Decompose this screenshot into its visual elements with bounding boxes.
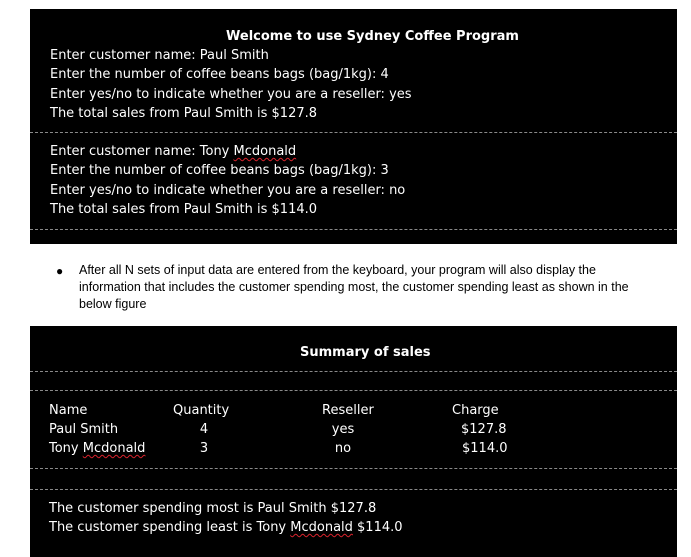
- console-line: Enter customer name: Paul Smith: [50, 48, 269, 63]
- dashed-separator: [30, 468, 677, 469]
- console-line: Enter the number of coffee beans bags (bag/1kg): 3: [50, 163, 389, 178]
- bullet-icon: ●: [56, 264, 64, 278]
- dashed-separator: [30, 390, 677, 391]
- table-row-reseller: yes: [331, 422, 355, 437]
- console-text: The customer spending least is Tony: [49, 520, 291, 535]
- console-line: [50, 144, 296, 159]
- table-row-name: [49, 441, 145, 456]
- spellcheck-word: Mcdonald: [233, 144, 297, 159]
- console-text: $114.0: [352, 520, 403, 535]
- header-reseller: Reseller: [322, 403, 374, 418]
- console-line: Enter yes/no to indicate whether you are a reseller: yes: [50, 87, 412, 102]
- dashed-separator: [30, 229, 677, 230]
- table-row-quantity: 3: [199, 441, 209, 456]
- dashed-separator: [30, 489, 677, 490]
- dashed-separator: [30, 132, 677, 133]
- table-row-quantity: 4: [199, 422, 209, 437]
- table-row-name: [49, 422, 118, 437]
- console-output-summary: [30, 326, 677, 557]
- spellcheck-word: Mcdonald: [82, 441, 146, 456]
- table-row-charge: $127.8: [461, 422, 507, 437]
- dashed-separator: [30, 371, 677, 372]
- console-output-input-session: [30, 9, 677, 244]
- header-charge: Charge: [452, 403, 499, 418]
- console-line: Enter yes/no to indicate whether you are a reseller: no: [50, 183, 406, 198]
- cell-text: Tony: [49, 441, 83, 456]
- summary-title: Summary of sales: [300, 345, 431, 360]
- summary-most: The customer spending most is Paul Smith $127.8: [49, 501, 377, 516]
- table-row-charge: $114.0: [462, 441, 508, 456]
- summary-least: [49, 520, 403, 535]
- header-quantity: Quantity: [173, 403, 230, 418]
- console-text: Enter customer name: Tony: [50, 144, 234, 159]
- header-name: Name: [49, 403, 88, 418]
- cell-text: Paul Smith: [49, 422, 119, 437]
- console-line: The total sales from Paul Smith is $114.0: [50, 202, 318, 217]
- table-row-reseller: no: [334, 441, 352, 456]
- console-line: Enter the number of coffee beans bags (bag/1kg): 4: [50, 67, 389, 82]
- program-welcome-title: Welcome to use Sydney Coffee Program: [226, 29, 519, 44]
- bullet-text: After all N sets of input data are entered from the keyboard, your program will also display the information that includes the customer spending most, the customer spending least as shown in the below figure: [79, 263, 629, 311]
- console-line: The total sales from Paul Smith is $127.8: [50, 106, 318, 121]
- spellcheck-word: Mcdonald: [290, 520, 353, 535]
